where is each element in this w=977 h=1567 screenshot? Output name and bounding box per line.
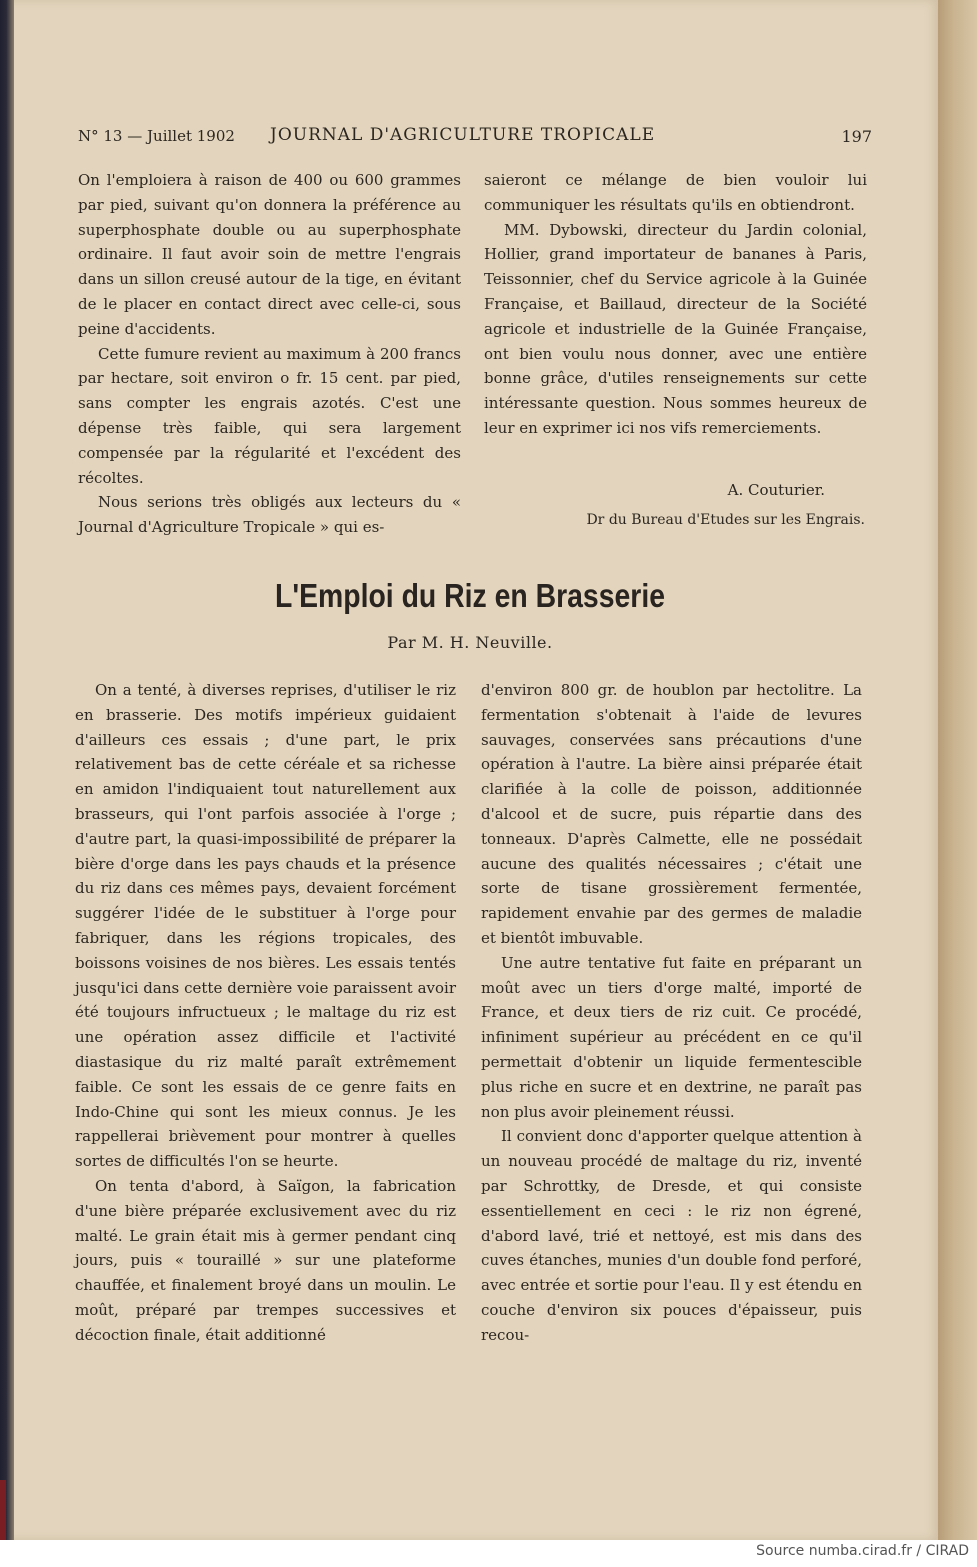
page-edge (938, 0, 977, 1540)
paragraph: On tenta d'abord, à Saïgon, la fabrication d'une bière préparée exclusivement avec du riz malté. Le grain était mis à germer pendant cinq jours, puis « touraillé » sur une plateforme chauffée, et finalement broyé dans un moulin. Le moût, préparé par trempes successives et décoction finale, était additionné (75, 1176, 456, 1344)
paragraph: Cette fumure revient au maximum à 200 francs par hectare, soit environ o fr. 15 cent. par pied, sans compter les engrais azotés. C'est une dépense très faible, qui sera largement compensée par la régularité et l'excédent des récoltes. (78, 344, 461, 487)
paragraph: Nous serions très obligés aux lecteurs du « Journal d'Agriculture Tropicale » qui es- (78, 493, 461, 537)
binding-ribbon (0, 1480, 6, 1540)
paragraph: Il convient donc d'apporter quelque attention à un nouveau procédé de maltage du riz, inventé par Schrottky, de Dresde, et qui consiste essentiellement en ceci : le riz non égrené, d'abord lavé, trié et nettoyé, est mis dans des cuves étanches, munies d'un double fond perforé, avec entrée et sortie pour l'eau. Il y est étendu en couche d'environ six pouces d'épaisseur, puis recou- (481, 1127, 862, 1344)
paragraph: On l'emploiera à raison de 400 ou 600 grammes par pied, suivant qu'on donnera la préférence au superphosphate double ou au superphosphate ordinaire. Il faut avoir soin de mettre l'engrais dans un sillon creusé autour de la tige, en évitant de le placer en contact direct avec celle-ci, sous peine d'accidents. (78, 171, 461, 338)
paragraph: Une autre tentative fut faite en préparant un moût avec un tiers d'orge malté, importé de France, et deux tiers de riz cuit. Ce procédé, infiniment supérieur au précédent en ce qu'il permettait d'obtenir un liquide fermentescible plus riche en sucre et en dextrine, ne paraît pas non plus avoir pleinement réussi. (481, 953, 862, 1121)
author-title: Dr du Bureau d'Etudes sur les Engrais. (586, 512, 865, 528)
article-title: L'Emploi du Riz en Brasserie (275, 577, 665, 614)
issue-date: N° 13 — Juillet 1902 (78, 127, 235, 145)
top-right-column (484, 168, 867, 441)
running-header (78, 127, 872, 149)
page-number: 197 (841, 127, 872, 146)
paragraph: saieront ce mélange de bien vouloir lui communiquer les résultats qu'ils en obtiendront. (484, 171, 867, 214)
article-byline: Par M. H. Neuville. (387, 633, 553, 652)
paragraph: On a tenté, à diverses reprises, d'utiliser le riz en brasserie. Des motifs impérieux guidaient d'ailleurs ces essais ; d'une part, le prix relativement bas de cette céréale et sa richesse en amidon l'indiquaient tout naturellement aux brasseurs, qui l'ont parfois associée à l'orge ; d'autre part, la quasi-impossibilité de préparer la bière d'orge dans les pays chauds et la présence du riz dans ces mêmes pays, devaient forcément suggérer l'idée de le substituer à l'orge pour fabriquer, dans les régions tropicales, des boissons voisines de nos bières. Les essais tentés jusqu'ici dans cette dernière voie paraissent avoir été toujours infructueux ; le maltage du riz est une opération assez difficile et l'activité diastasique du riz malté paraît extrêmement faible. Ce sont les essais de ce genre faits en Indo-Chine qui sont les mieux connus. Je les rappellerai brièvement pour montrer à quelles sortes de difficultés l'on se heurte. (75, 681, 456, 1171)
source-credit: Source numba.cirad.fr / CIRAD (756, 1543, 969, 1559)
journal-title: JOURNAL D'AGRICULTURE TROPICALE (270, 125, 656, 145)
top-left-column (78, 168, 461, 540)
author-signature: A. Couturier. (727, 481, 825, 499)
article-right-column (481, 678, 862, 1348)
article-left-column (75, 678, 456, 1348)
paragraph: d'environ 800 gr. de houblon par hectolitre. La fermentation s'obtenait à l'aide de levures sauvages, conservées sans précautions d'une opération à l'autre. La bière ainsi préparée était clarifiée à la colle de poisson, additionnée d'alcool et de sucre, puis répartie dans des tonneaux. D'après Calmette, elle ne possédait aucune des qualités nécessaires ; c'était une sorte de tisane grossièrement fermentée, rapidement envahie par des germes de maladie et bientôt imbuvable. (481, 681, 862, 947)
paragraph: MM. Dybowski, directeur du Jardin colonial, Hollier, grand importateur de bananes à Paris, Teissonnier, chef du Service agricole à la Guinée Française, et Baillaud, directeur de la Société agricole et industrielle de la Guinée Française, ont bien voulu nous donner, avec une entière bonne grâce, d'utiles renseignements sur cette intéressante question. Nous sommes heureux de leur en exprimer ici nos vifs remerciements. (484, 220, 867, 437)
book-binding (0, 0, 14, 1540)
